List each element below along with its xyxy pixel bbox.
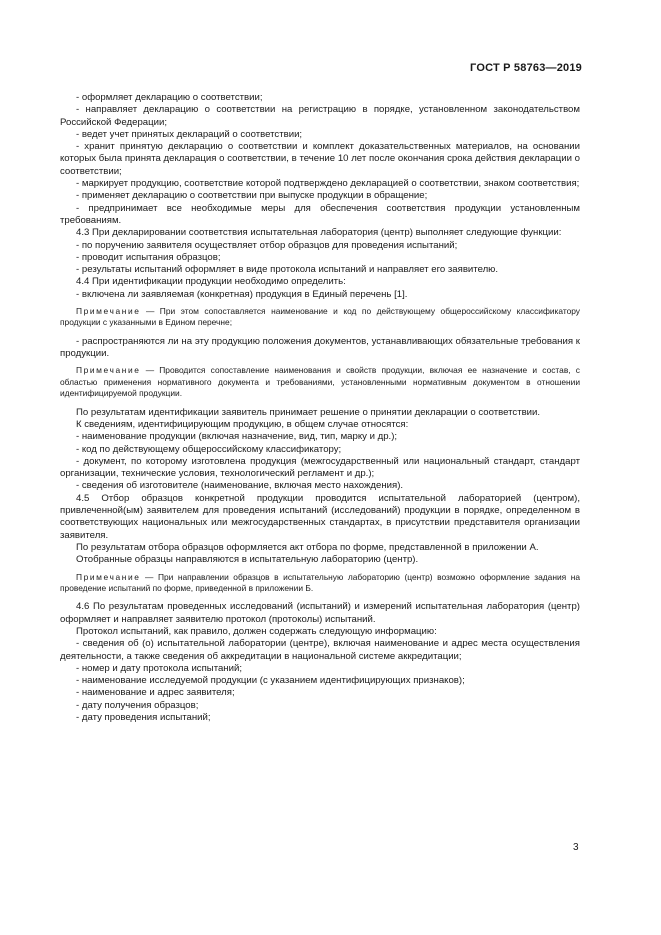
note-paragraph [60,365,580,399]
body-paragraph: - наименование исследуемой продукции (с указанием идентифицирующих признаков); [76,675,465,687]
body-paragraph: 4.4 При идентификации продукции необходимо определить: [76,276,346,288]
body-paragraph: По результатам идентификации заявитель принимает решение о принятии декларации о соответствии. [76,406,541,418]
body-paragraph: - маркирует продукцию, соответствие которой подтверждено декларацией о соответствии, знаком соответствия; [76,178,580,190]
note-text: — Проводится сопоставление наименования и свойств продукции, включая ее назначение и состав, с областью применения нормативного документа и требованиями, установленными нормативным документом в отношении идентифицируемой продукции. [60,365,580,399]
body-paragraph: 4.3 При декларировании соответствия испытательная лаборатория (центр) выполняет следующие функции: [76,227,562,239]
body-paragraph: - номер и дату протокола испытаний; [76,662,242,674]
body-paragraph: - сведения об изготовителе (наименование, включая место нахождения). [76,480,404,492]
body-paragraph: 4.5 Отбор образцов конкретной продукции проводится испытательной лабораторией (центром), привлеченной(ым) заявителем для проведения испытаний (исследований) продукции в порядке, определенном в соответствующих национальных или межгосударственных стандартах, в присутствии представителя организации заявителя. [60,492,580,541]
note-label: Примечание [76,306,141,317]
note-paragraph [60,572,580,595]
body-paragraph: По результатам отбора образцов оформляется акт отбора по форме, представленной в приложении А. [76,541,539,553]
body-paragraph: - по поручению заявителя осуществляет отбор образцов для проведения испытаний; [76,239,458,251]
body-paragraph: 4.6 По результатам проведенных исследований (испытаний) и измерений испытательная лаборатория (центр) оформляет и направляет заявителю протокол (протоколы) испытаний. [60,601,580,625]
note-label: Примечание [76,571,141,582]
body-paragraph: - предпринимает все необходимые меры для обеспечения соответствия продукции установленным требованиям. [60,202,580,226]
note-paragraph [60,306,580,329]
body-paragraph: - результаты испытаний оформляет в виде протокола испытаний и направляет его заявителю. [76,264,499,276]
body-paragraph: - дату получения образцов; [76,699,199,711]
body-paragraph: Отобранные образцы направляются в испытательную лабораторию (центр). [76,554,419,566]
body-paragraph: - ведет учет принятых деклараций о соответствии; [76,128,303,140]
body-paragraph: - распространяются ли на эту продукцию положения документов, устанавливающих обязательные требования к продукции. [60,335,580,360]
note-text: — При направлении образцов в испытательную лабораторию (центр) возможно оформление задания на проведение испытаний по форме, приведенной в приложении Б. [60,571,580,593]
body-paragraph: Протокол испытаний, как правило, должен содержать следующую информацию: [76,625,437,637]
body-paragraph: - включена ли заявляемая (конкретная) продукция в Единый перечень [1]. [76,288,408,300]
body-paragraph: - наименование и адрес заявителя; [76,687,235,699]
body-paragraph: - сведения об (о) испытательной лаборатории (центре), включая наименование и адрес места осуществления деятельности, а также сведения об аккредитации в национальной системе аккредитации; [60,638,580,662]
body-paragraph: - хранит принятую декларацию о соответствии и комплект доказательственных материалов, на основании которых была принята декларация о соответствии, в течение 10 лет после окончания срока действия декларации о соответствии; [60,141,580,177]
body-paragraph: - применяет декларацию о соответствии при выпуске продукции в обращение; [76,190,428,202]
body-paragraph: К сведениям, идентифицирующим продукцию, в общем случае относятся: [76,418,409,430]
document-header: ГОСТ Р 58763—2019 [470,62,582,74]
body-paragraph: - код по действующему общероссийскому классификатору; [76,443,342,455]
note-text: — При этом сопоставляется наименование и код по действующему общероссийскому классификатору продукции с указанными в Едином перечне; [60,306,580,328]
document-body [60,92,580,724]
body-paragraph: - направляет декларацию о соответствии на регистрацию в порядке, установленном законодательством Российской Федерации; [60,104,580,128]
body-paragraph: - проводит испытания образцов; [76,251,221,263]
body-paragraph: - наименование продукции (включая назначение, вид, тип, марку и др.); [76,431,398,443]
body-paragraph: - дату проведения испытаний; [76,712,211,724]
body-paragraph: - оформляет декларацию о соответствии; [76,92,263,103]
body-paragraph: - документ, по которому изготовлена продукция (межгосударственный или национальный стандарт, стандарт организации, технические условия, технологический регламент и др.); [60,455,580,480]
note-label: Примечание [76,365,141,376]
page-number: 3 [573,842,579,853]
